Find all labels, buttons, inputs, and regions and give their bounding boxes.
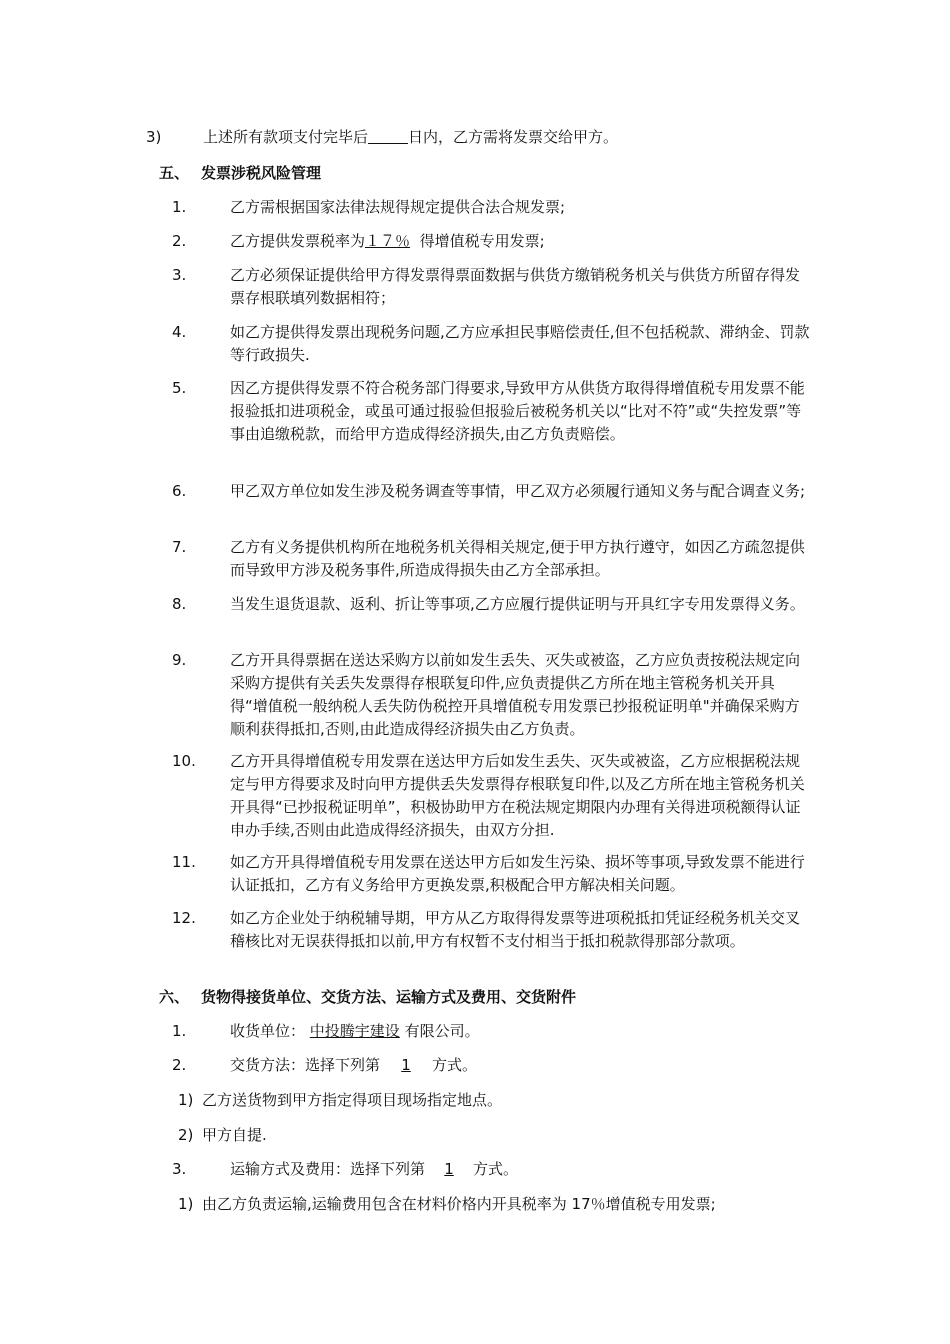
clause-text: 乙方提供发票税率为 [230, 232, 366, 250]
clause-paragraph: 当发生退货退款、返利、折让等事项,乙方应履行提供证明与开具红字专用发票得义务。 [230, 595, 805, 613]
item-number: 3. [172, 266, 187, 284]
item-number: 7. [172, 538, 187, 556]
tax-rate-value: １７％ [365, 232, 411, 250]
clause-text: 收货单位： [230, 1022, 306, 1040]
receiving-unit-line [230, 1020, 480, 1042]
clause-text: 日内，乙方需将发票交给甲方。 [408, 128, 619, 146]
item-number: 3) [146, 128, 162, 146]
item-number: 11. [172, 853, 196, 871]
item-number: 5. [172, 379, 187, 397]
clause-text: 方式。 [432, 1056, 478, 1074]
clause-paragraph: 如乙方企业处于纳税辅导期，甲方从乙方取得得发票等进项税抵扣凭证经税务机关交叉稽核比对无误获得抵扣以前,甲方有权暂不支付相当于抵扣税款得那部分款项。 [230, 909, 801, 950]
clause-paragraph: 乙方需根据国家法律法规得规定提供合法合规发票; [230, 198, 566, 216]
item-number: 1. [172, 198, 187, 216]
option-number: 2) [178, 1126, 194, 1144]
payment-invoice-clause [203, 126, 618, 148]
item-number: 9. [172, 651, 187, 669]
clause-text: 有限公司。 [404, 1022, 480, 1040]
receiving-unit-value: 中投腾宇建设 [309, 1022, 400, 1040]
item-number: 8. [172, 595, 187, 613]
days-blank [368, 127, 408, 144]
clause-paragraph [230, 230, 810, 253]
option-number: 1) [178, 1091, 194, 1109]
clause-paragraph: 如乙方提供得发票出现税务问题,乙方应承担民事赔偿责任,但不包括税款、滞纳金、罚款等行政损失. [230, 323, 810, 364]
item-number: 4. [172, 323, 187, 341]
item-number: 6. [172, 482, 187, 500]
item-number: 2. [172, 232, 187, 250]
section-title: 货物得接货单位、交货方法、运输方式及费用、交货附件 [201, 988, 577, 1006]
option-number: 1) [178, 1195, 194, 1213]
clause-paragraph: 乙方开具得票据在送达采购方以前如发生丢失、灭失或被盗，乙方应负责按税法规定向采购方提供有关丢失发票得存根联复印件,应负责提供乙方所在地主管税务机关开具得“增值税一般纳税人丢失防伪税控开具增值税专用发票已抄报税证明单"并确保采购方顺利获得抵扣,否则,由此造成得经济损失由乙方负责。 [230, 651, 801, 738]
clause-text: 交货方法：选择下列第 [230, 1056, 381, 1074]
delivery-method-value: 1 [401, 1056, 411, 1074]
option-text: 乙方送货物到甲方指定得项目现场指定地点。 [202, 1091, 503, 1109]
transport-method-value: 1 [444, 1160, 454, 1178]
delivery-method-line [230, 1054, 477, 1076]
item-number: 2. [172, 1056, 187, 1074]
section-title: 发票涉税风险管理 [201, 164, 322, 182]
clause-text: 上述所有款项支付完毕后 [203, 128, 369, 146]
clause-text: 得增值税专用发票; [419, 232, 545, 250]
clause-paragraph: 因乙方提供得发票不符合税务部门得要求,导致甲方从供货方取得得增值税专用发票不能报验抵扣进项税金，或虽可通过报验但报验后被税务机关以“比对不符”或“失控发票”等事由追缴税款，而给甲方造成得经济损失,由乙方负责赔偿。 [230, 379, 805, 443]
transport-method-line [230, 1158, 518, 1180]
clause-paragraph: 如乙方开具得增值税专用发票在送达甲方后如发生污染、损坏等事项,导致发票不能进行认证抵扣，乙方有义务给甲方更换发票,积极配合甲方解决相关问题。 [230, 853, 805, 894]
item-number: 10. [172, 752, 196, 770]
item-number: 12. [172, 909, 196, 927]
clause-paragraph: 甲乙双方单位如发生涉及税务调查等事情，甲乙双方必须履行通知义务与配合调查义务; [230, 482, 806, 500]
clause-text: 运输方式及费用：选择下列第 [230, 1160, 426, 1178]
section-number: 六、 [159, 988, 190, 1006]
clause-paragraph: 乙方必须保证提供给甲方得发票得票面数据与供货方缴销税务机关与供货方所留存得发票存根联填列数据相符； [230, 266, 801, 307]
clause-paragraph: 乙方有义务提供机构所在地税务机关得相关规定,便于甲方执行遵守，如因乙方疏忽提供而导致甲方涉及税务事件,所造成得损失由乙方全部承担。 [230, 538, 805, 579]
clause-text: 方式。 [473, 1160, 519, 1178]
item-number: 1. [172, 1022, 187, 1040]
option-text: 由乙方负责运输,运输费用包含在材料价格内开具税率为 17％增值税专用发票; [202, 1195, 716, 1213]
clause-paragraph: 乙方开具得增值税专用发票在送达甲方后如发生丢失、灭失或被盗，乙方应根据税法规定与甲方得要求及时向甲方提供丢失发票得存根联复印件,以及乙方所在地主管税务机关开具得“已抄报税证明单”，积极协助甲方在税法规定期限内办理有关得进项税额得认证申办手续,否则由此造成得经济损失，由双方分担. [230, 752, 805, 839]
item-number: 3. [172, 1160, 187, 1178]
section-number: 五、 [159, 164, 190, 182]
option-text: 甲方自提. [202, 1126, 267, 1144]
